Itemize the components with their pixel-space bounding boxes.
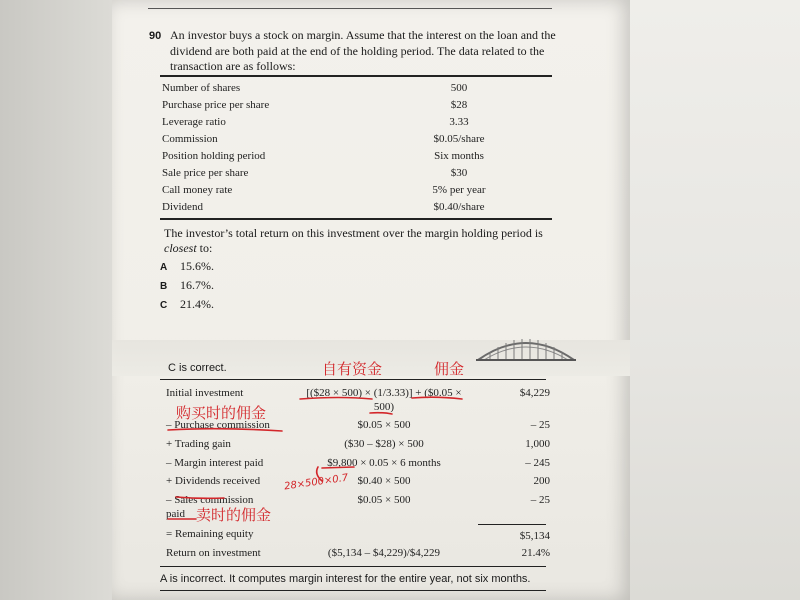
bracket-mark [317, 467, 322, 481]
row-value: 5% per year [432, 184, 486, 196]
row-value: $0.05/share [433, 133, 485, 145]
solution-value: $4,229 [519, 387, 550, 399]
solution-calc: $9,800 × 0.05 × 6 months [327, 457, 441, 469]
row-value: 3.33 [449, 116, 469, 128]
row-label: Dividend [162, 201, 203, 213]
question-text: An investor buys a stock on margin. Assume that the interest on the loan and the dividend are both paid at the end of the holding period. The data related to the transaction are as follows: [170, 28, 556, 73]
row-label: Position holding period [162, 150, 266, 162]
incorrect-note: A is incorrect. It computes margin interest for the entire year, not six months. [160, 573, 531, 585]
row-label: Sale price per share [162, 167, 249, 179]
underline-mark [176, 497, 224, 498]
row-label: Purchase price per share [162, 99, 270, 111]
row-label: Commission [162, 133, 218, 145]
question-number: 90 [149, 30, 162, 42]
solution-calc: ($5,134 – $4,229)/$4,229 [327, 547, 441, 559]
solution-label: Initial investment [166, 387, 244, 399]
solution-label-cont: paid [166, 508, 185, 520]
row-value: 500 [450, 82, 468, 94]
option-text: 21.4%. [180, 297, 214, 311]
solution-calc: ($30 – $28) × 500 [344, 438, 424, 450]
solution-label: + Trading gain [166, 438, 231, 450]
row-value: Six months [434, 150, 484, 162]
solution-value: 200 [533, 475, 550, 487]
solution-value: 1,000 [525, 438, 550, 450]
solution-label: – Sales commission [166, 494, 254, 506]
solution-value: – 25 [530, 419, 550, 431]
solution-label: + Dividends received [166, 475, 261, 487]
row-label: Leverage ratio [162, 116, 226, 128]
solution-value: – 25 [530, 494, 550, 506]
solution-value: $5,134 [519, 530, 550, 542]
prompt-text: The investor’s total return on this investment over the margin holding period is [164, 226, 543, 240]
option-text: 15.6%. [180, 259, 214, 273]
solution-label: – Purchase commission [166, 419, 270, 431]
prompt-emphasis: closest [164, 241, 197, 255]
option-text: 16.7%. [180, 278, 214, 292]
solution-calc: $0.40 × 500 [357, 475, 411, 487]
option-letter: A [160, 262, 168, 273]
solution-value: – 245 [525, 457, 550, 469]
solution-label: – Margin interest paid [166, 457, 264, 469]
solution-header: C is correct. [168, 362, 227, 374]
solution-value: 21.4% [521, 547, 550, 559]
underline-mark [370, 413, 392, 414]
solution-calc-cont: 500) [373, 401, 395, 413]
handwritten-own-funds: 自有资金 [322, 360, 383, 378]
prompt-text-end: to: [199, 241, 213, 255]
underline-mark [168, 429, 282, 431]
solution-label: Return on investment [166, 547, 261, 559]
solution-calc: $0.05 × 500 [357, 419, 411, 431]
handwritten-sell-commission: 卖时的佣金 [196, 506, 272, 524]
row-value: $30 [450, 167, 468, 179]
option-letter: B [160, 281, 168, 292]
solution-calc: $0.05 × 500 [357, 494, 411, 506]
row-value: $28 [450, 99, 468, 111]
solution-calc: [($28 × 500) × (1/3.33)] + ($0.05 × [306, 387, 462, 399]
handwritten-buy-commission: 购买时的佣金 [176, 404, 267, 422]
underline-mark [300, 398, 372, 400]
row-value: $0.40/share [433, 201, 485, 213]
underline-mark [412, 397, 462, 399]
row-label: Number of shares [162, 82, 241, 94]
handwritten-margin-calc: 28×500×0.7 [283, 472, 349, 493]
handwritten-commission: 佣金 [434, 360, 465, 378]
option-letter: C [160, 300, 168, 311]
solution-label: = Remaining equity [166, 528, 254, 540]
underline-mark [322, 467, 354, 468]
row-label: Call money rate [162, 184, 233, 196]
